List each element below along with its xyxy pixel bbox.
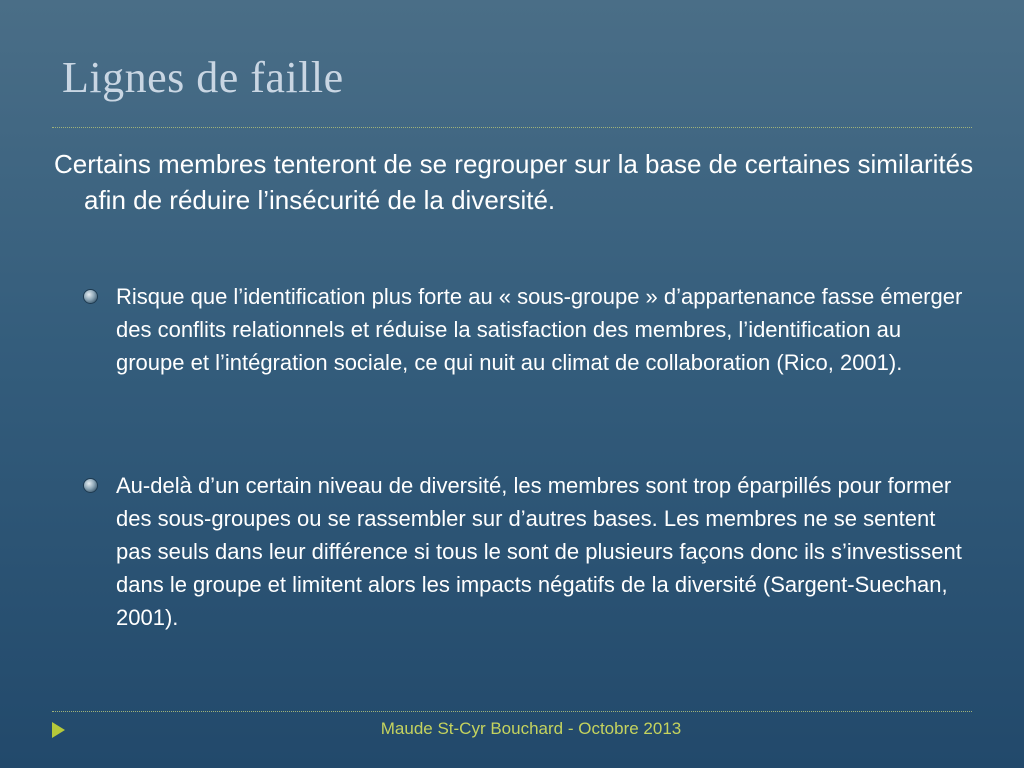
footer-text: Maude St-Cyr Bouchard - Octobre 2013 <box>380 719 682 738</box>
bullet-item-2: Au-delà d’un certain niveau de diversité, les membres sont trop éparpillés pour former des sous-groupes ou se rassembler sur d’autres bases. Les membres ne se sentent pas seuls dans leur différence si tous le sont de plusieurs façons donc ils s’investissent dans le groupe et limitent alors les impacts négatifs de la diversité (Sargent-Suechan, 2001). <box>116 473 962 630</box>
bullet-item-1: Risque que l’identification plus forte au « sous-groupe » d’appartenance fasse émerger des conflits relationnels et réduise la satisfaction des membres, l’identification au groupe et l’intégration sociale, ce qui nuit au climat de collaboration (Rico, 2001). <box>116 284 963 375</box>
footer-divider <box>52 711 972 712</box>
sphere-bullet-icon <box>84 290 97 303</box>
lead-paragraph: Certains membres tenteront de se regrouper sur la base de certaines similarités afin de réduire l’insécurité de la diversité. <box>54 149 974 215</box>
sphere-bullet-icon <box>84 479 97 492</box>
title-divider <box>52 127 972 128</box>
slide-title: Lignes de faille <box>62 53 344 102</box>
